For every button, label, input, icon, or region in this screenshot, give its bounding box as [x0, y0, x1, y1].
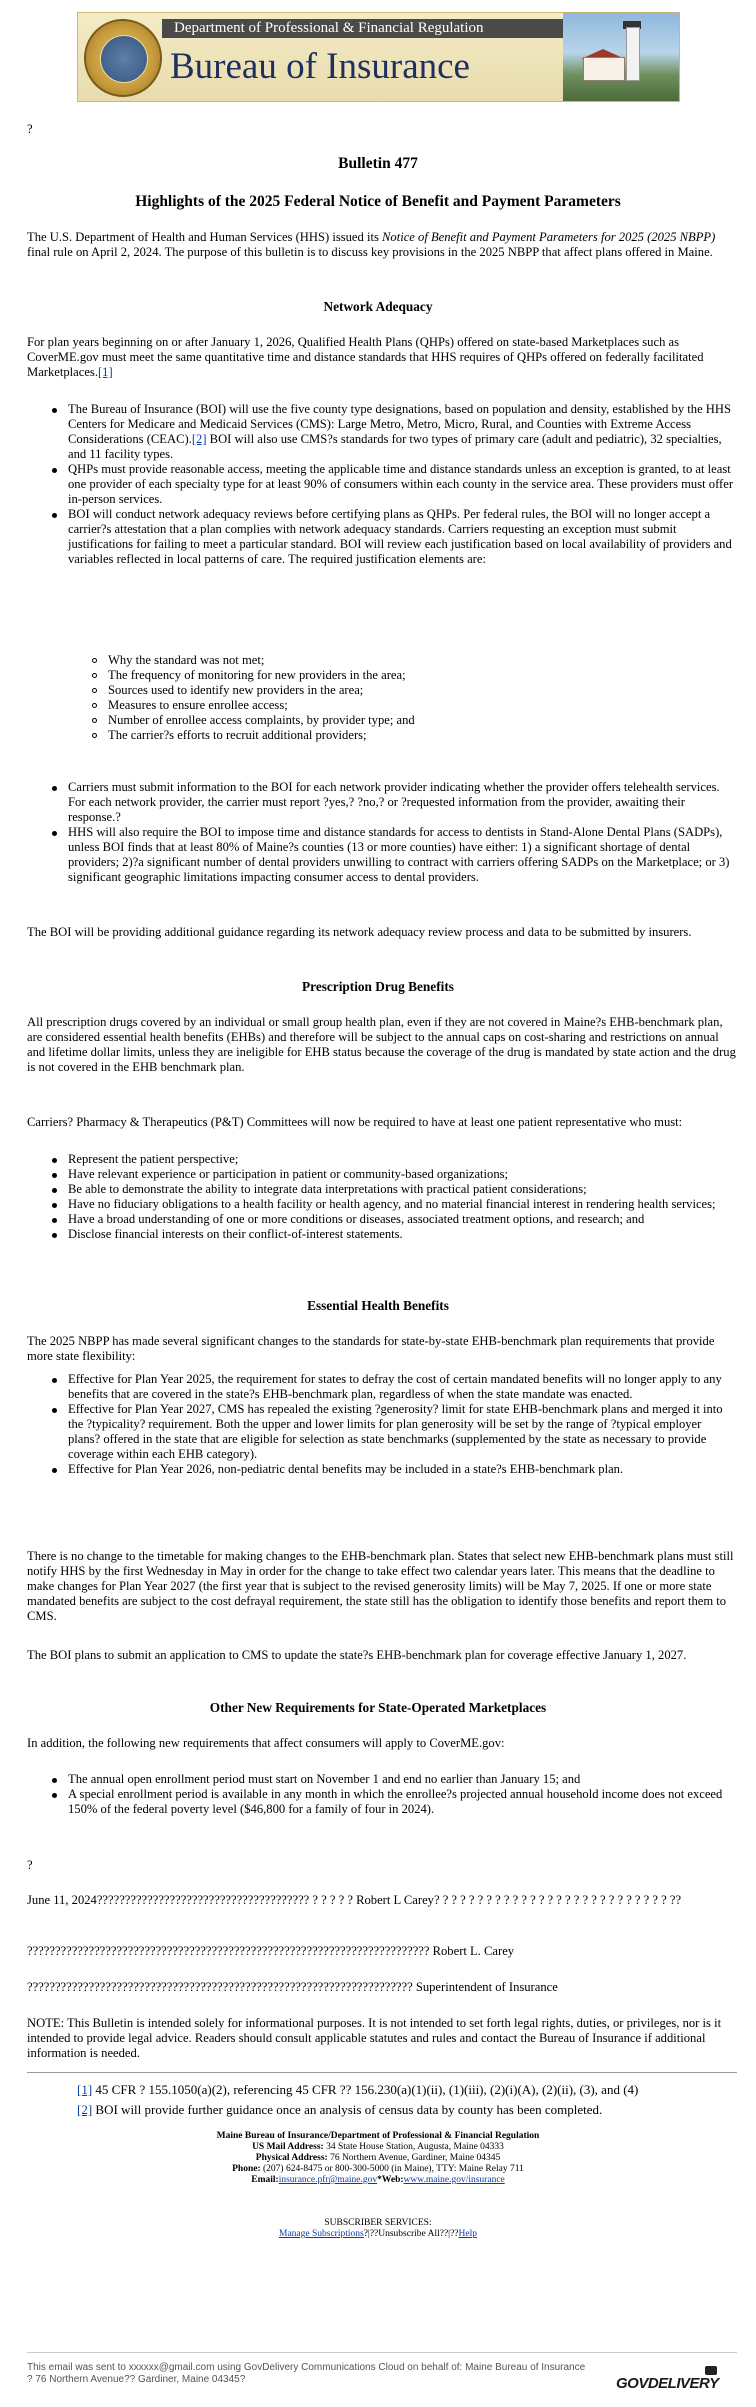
list-item: Sources used to identify new providers in the area; [108, 683, 728, 698]
list-item: The Bureau of Insurance (BOI) will use the five county type designations, based on population and density, established by the HHS Centers for Medicare and Medicaid Services (CMS): Large Metro, Metro, Micro, Rural, and Counties with Extreme Access Considerations (CEAC).[2] BOI will also use CMS?s standards for two types of primary care (adult and pediatric), 32 specialties, and 11 facility types. [68, 402, 736, 462]
list-item: Be able to demonstrate the ability to integrate data interpretations with practical patient considerations; [68, 1182, 736, 1197]
list-item: Effective for Plan Year 2026, non-pediatric dental benefits may be included in a state?s EHB-benchmark plan. [68, 1462, 736, 1477]
list-item: Have relevant experience or participation in patient or community-based organizations; [68, 1167, 736, 1182]
footnote-divider [27, 2072, 737, 2073]
signature-line-3: ????????????????????????????????????????????????????????????????????? Superintendent of Insurance [27, 1980, 558, 1994]
contact-org: Maine Bureau of Insurance/Department of Professional & Financial Regulation [216, 2131, 540, 2141]
prescription-paragraph-2: Carriers? Pharmacy & Therapeutics (P&T) Committees will now be required to have at least one patient representative who must: [27, 1115, 683, 1129]
bureau-name: Bureau of Insurance [170, 46, 470, 87]
subscriber-heading: SUBSCRIBER SERVICES: [324, 2218, 432, 2228]
ehb-heading: Essential Health Benefits [307, 1298, 449, 1313]
ehb-paragraph-2: There is no change to the timetable for making changes to the EHB-benchmark plan. States that select new EHB-benchmark plans must still notify HHS by the first Wednesday in May in order for the change to take effect two calendar years later. This means that the deadline to make changes for Plan Year 2027 (the first year that is subject to the revised generosity limits) will be May 7, 2025. If one or more state mandated benefits are subject to the cost defrayal requirement, the state still has the obligation to identify those benefits and report them to CMS. [27, 1549, 734, 1623]
list-item: BOI will conduct network adequacy reviews before certifying plans as QHPs. Per federal rules, the BOI will no longer accept a carrier?s attestation that a plan complies with network adequacy standards. Carriers requesting an exception must submit justifications for failing to meet a particular standard. BOI will review each justification based on local availability of providers and variables reflected in local patterns of care. The required justification elements are: [68, 507, 736, 567]
keeper-house-shape [583, 57, 625, 81]
footnote-2: [2] BOI will provide further guidance once an analysis of census data by county has been completed. [77, 2102, 603, 2117]
intro-paragraph: The U.S. Department of Health and Human Services (HHS) issued its Notice of Benefit and Payment Parameters for 2025 (2025 NBPP) final rule on April 2, 2024. The purpose of this bulletin is to discuss key provisions in the 2025 NBPP that affect plans offered in Maine. [27, 230, 716, 259]
list-item: HHS will also require the BOI to impose time and distance standards for access to dentists in Stand-Alone Dental Plans (SADPs), unless BOI finds that at least 80% of Maine?s counties (13 or more counties) have either: 1) a significant shortage of dental providers; 2)?a significant number of dental providers unwilling to contract with carriers offering SADPs on the Marketplace; or 3) significant geographic limitations impacting consumer access to dental providers. [68, 825, 736, 885]
signature-line-2: ???????????????????????????????????????????????????????????????????????? Robert L. Carey [27, 1944, 515, 1958]
disclaimer-note: NOTE: This Bulletin is intended solely for informational purposes. It is not intended to set forth legal rights, duties, or privileges, nor is it intended to provide legal advice. Readers should consult applicable statutes and rules and contact the Bureau of Insurance if additional information is needed. [27, 2016, 722, 2060]
prescription-heading: Prescription Drug Benefits [302, 979, 454, 994]
prescription-paragraph-1: All prescription drugs covered by an individual or small group health plan, even if they are not covered in Maine?s EHB-benchmark plan, are considered essential health benefits (EHBs) and therefore will be subject to the annual caps on cost-sharing and restrictions on annual and lifetime dollar limits, unless they are ineligible for EHB status because the coverage of the drug is mandated by state action and the drug is not covered in the EHB benchmark plan. [27, 1015, 736, 1074]
help-link[interactable]: Help [458, 2229, 477, 2239]
list-item: Have no fiduciary obligations to a health facility or health agency, and no material financial interest in rendering health services; [68, 1197, 736, 1212]
signature-stray-mark: ? [27, 1858, 33, 1872]
list-item: The annual open enrollment period must start on November 1 and end no earlier than January 15; and [68, 1772, 736, 1787]
list-item: Carriers must submit information to the BOI for each network provider indicating whether the provider offers telehealth services. For each network provider, the carrier must report ?yes,? ?no,? or ?requested information from the provider, awaiting their response.? [68, 780, 736, 825]
list-item: Represent the patient perspective; [68, 1152, 736, 1167]
network-bullets [68, 402, 736, 567]
manage-subscriptions-link[interactable]: Manage Subscriptions [279, 2229, 364, 2239]
mail-address: 34 State House Station, Augusta, Maine 04333 [323, 2142, 504, 2152]
contact-block: Maine Bureau of Insurance/Department of Professional & Financial Regulation US Mail Address: 34 State House Station, Augusta, Maine 04333 Physical Address: 76 Northern Avenue, Gardiner, Maine 04345 Phone: (207) 624-8475 or 800-300-5000 (in Maine), TTY: Maine Relay 711 Email:insurance.pfr@maine.gov*Web:www.maine.gov/insurance [216, 2131, 540, 2185]
delivery-divider [27, 2352, 737, 2353]
bureau-banner [77, 12, 680, 102]
list-item: Number of enrollee access complaints, by provider type; and [108, 713, 728, 728]
lighthouse-tower-shape [626, 27, 640, 81]
list-item: A special enrollment period is available in any month in which the enrollee?s projected annual household income does not exceed 150% of the federal poverty level ($46,800 for a family of four in 2024). [68, 1787, 736, 1817]
phone-number: (207) 624-8475 or 800-300-5000 (in Maine), TTY: Maine Relay 711 [260, 2164, 524, 2174]
ehb-paragraph-1: The 2025 NBPP has made several significant changes to the standards for state-by-state EHB-benchmark plan requirements that provide more state flexibility: [27, 1334, 715, 1363]
list-item: Effective for Plan Year 2027, CMS has repealed the existing ?generosity? limit for state EHB-benchmark plans and merged it into the ?typicality? requirement. Both the upper and lower limits for plan generosity will be set by the range of ?typical employer plans? offered in the state that are eligible for selection as state benchmarks (supplemented by the state as necessary to provide coverage within each EHB category). [68, 1402, 736, 1462]
list-item: Why the standard was not met; [108, 653, 728, 668]
nbpp-title: Notice of Benefit and Payment Parameters for 2025 (2025 NBPP) [382, 230, 716, 244]
footnote-link-1[interactable]: [1] [97, 365, 113, 379]
signature-line-1: June 11, 2024?????????????????????????????????????? ? ? ? ? ? Robert L Carey? ? ? ? ? ? ? ? ? ? ? ? ? ? ? ? ? ? ? ? ? ? ? ? ? ? ? ?? [27, 1893, 682, 1907]
website-link[interactable]: www.maine.gov/insurance [403, 2175, 505, 2185]
list-item: The frequency of monitoring for new providers in the area; [108, 668, 728, 683]
justification-elements [108, 653, 728, 743]
network-intro-paragraph: For plan years beginning on or after January 1, 2026, Qualified Health Plans (QHPs) offered on state-based Marketplaces such as CoverME.gov must meet the same quantitative time and distance standards that HHS requires of QHPs offered on federally facilitated Marketplaces.[1] [27, 335, 704, 379]
other-requirements-paragraph: In addition, the following new requirements that affect consumers will apply to CoverME.gov: [27, 1736, 505, 1750]
bulletin-title: Highlights of the 2025 Federal Notice of Benefit and Payment Parameters [135, 193, 621, 210]
footnote-1: [1] 45 CFR ? 155.1050(a)(2), referencing 45 CFR ?? 156.230(a)(1)(ii), (1)(iii), (2)(i)(A), (2)(ii), (3), and (4) [77, 2082, 639, 2097]
list-item: Effective for Plan Year 2025, the requirement for states to defray the cost of certain mandated benefits will no longer apply to any benefits that are covered in the state?s EHB-benchmark plan, regardless of when the state mandate was enacted. [68, 1372, 736, 1402]
network-adequacy-heading: Network Adequacy [323, 299, 433, 314]
other-requirements-heading: Other New Requirements for State-Operated Marketplaces [209, 1700, 547, 1715]
department-name: Department of Professional & Financial Regulation [174, 20, 484, 36]
footnote-link-2[interactable]: [2] [191, 432, 207, 446]
footnote-marker-1[interactable]: [1] [77, 2082, 93, 2097]
email-link[interactable]: insurance.pfr@maine.gov [278, 2175, 378, 2185]
list-item: The carrier?s efforts to recruit additional providers; [108, 728, 728, 743]
physical-address: 76 Northern Avenue, Gardiner, Maine 04345 [327, 2153, 501, 2163]
subscriber-services: SUBSCRIBER SERVICES: Manage Subscriptions?|??Unsubscribe All??|??Help [0, 2218, 756, 2240]
ehb-changes [68, 1372, 736, 1477]
maine-seal-icon [84, 19, 162, 97]
delivery-note: This email was sent to xxxxxx@gmail.com using GovDelivery Communications Cloud on behalf of: Maine Bureau of Insurance ? 76 Northern Avenue?? Gardiner, Maine 04345? [27, 2362, 586, 2385]
network-bullets-continued [68, 780, 736, 885]
list-item: Measures to ensure enrollee access; [108, 698, 728, 713]
bulletin-number: Bulletin 477 [338, 155, 418, 172]
list-item: Disclose financial interests on their conflict-of-interest statements. [68, 1227, 736, 1242]
footnote-marker-2[interactable]: [2] [77, 2102, 93, 2117]
marketplace-requirements [68, 1772, 736, 1817]
govdelivery-logo: GOVDELIVERY [616, 2375, 719, 2392]
list-item: Have a broad understanding of one or more conditions or diseases, associated treatment options, and research; and [68, 1212, 736, 1227]
ehb-paragraph-3: The BOI plans to submit an application to CMS to update the state?s EHB-benchmark plan for coverage effective January 1, 2027. [27, 1648, 687, 1662]
stray-mark: ? [27, 122, 33, 136]
list-item: QHPs must provide reasonable access, meeting the applicable time and distance standards unless an exception is granted, to at least one provider of each specialty type for at least 90% of consumers within each county in the service area. These providers must offer in-person services. [68, 462, 736, 507]
envelope-icon [705, 2366, 717, 2375]
pt-committee-requirements [68, 1152, 736, 1242]
network-closing-paragraph: The BOI will be providing additional guidance regarding its network adequacy review process and data to be submitted by insurers. [27, 925, 692, 939]
